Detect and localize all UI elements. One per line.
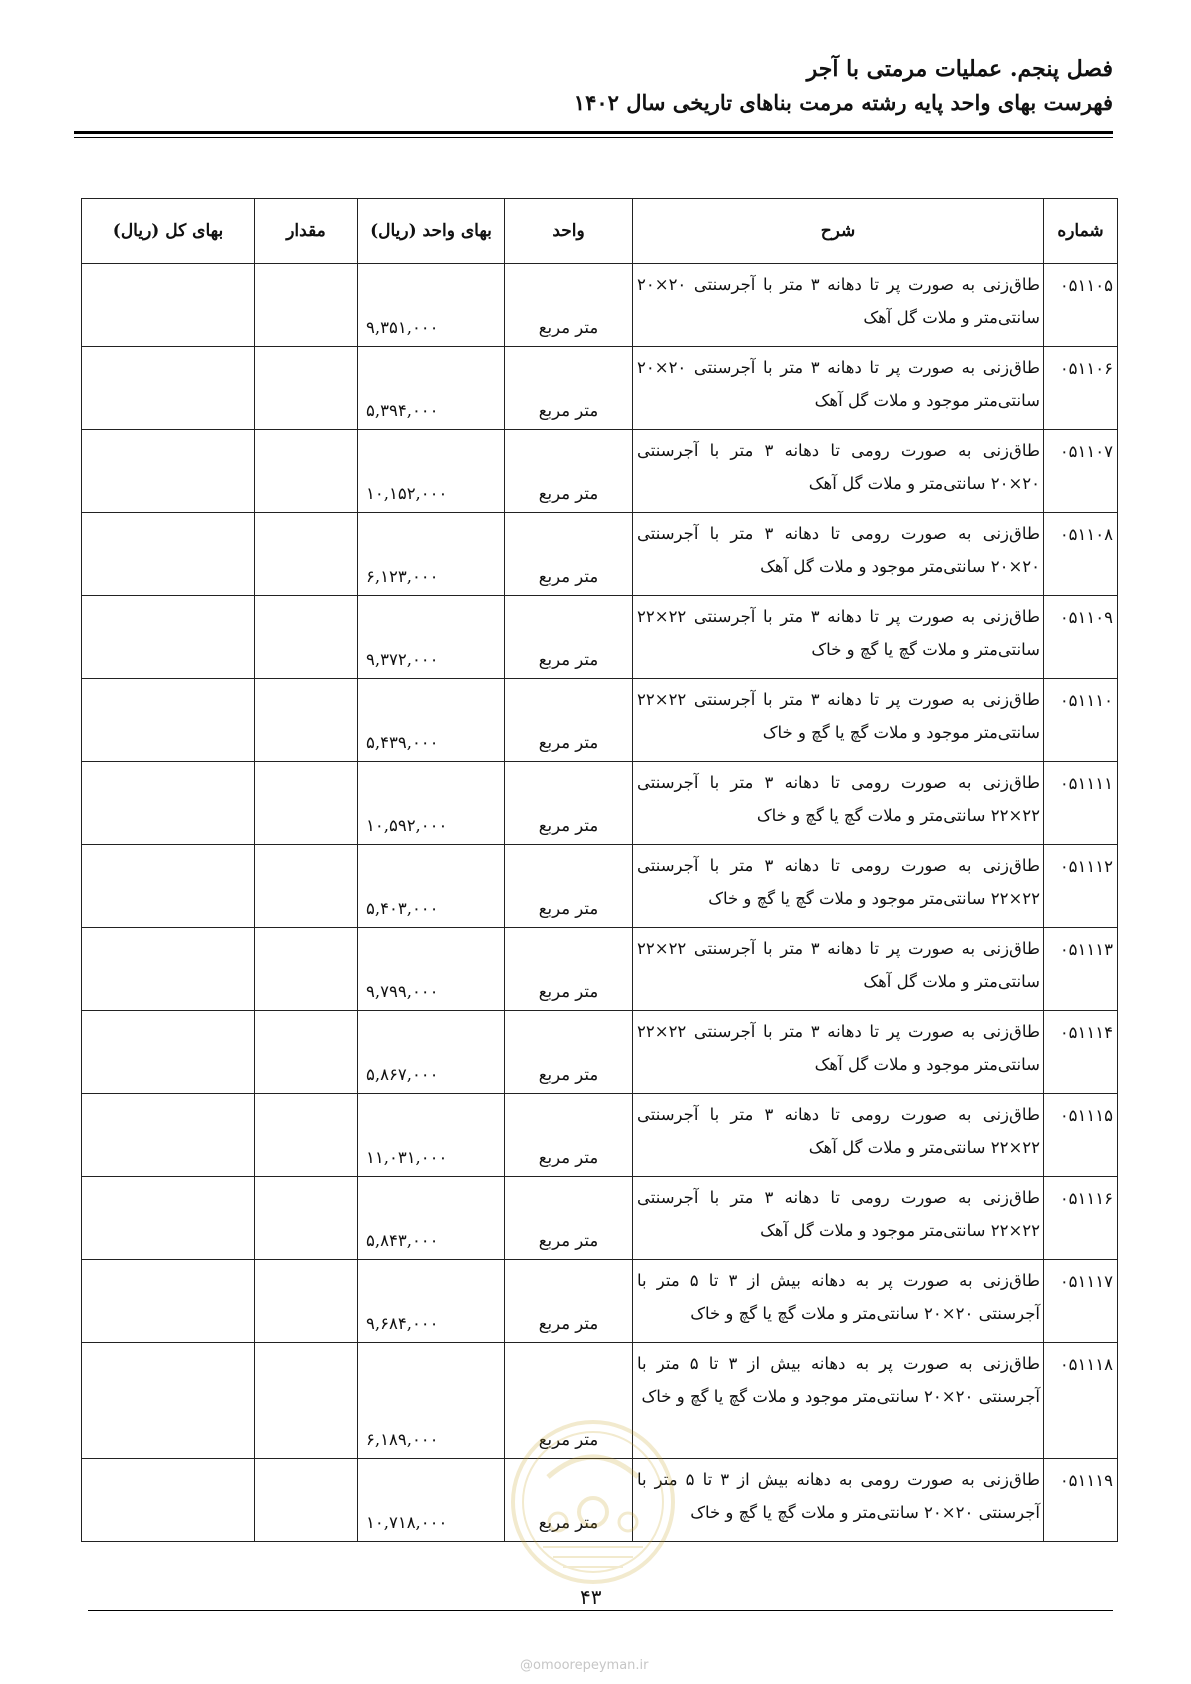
price-table	[81, 198, 1118, 1542]
item-total-price	[82, 1094, 255, 1177]
item-quantity	[255, 1177, 358, 1260]
table-row	[82, 1094, 1118, 1177]
table-row	[82, 1459, 1118, 1542]
item-code: ۰۵۱۱۱۳	[1044, 928, 1118, 1011]
item-quantity	[255, 1459, 358, 1542]
item-quantity	[255, 845, 358, 928]
table-row	[82, 762, 1118, 845]
table-row	[82, 1011, 1118, 1094]
item-quantity	[255, 1260, 358, 1343]
item-unit-price: ۵,۴۰۳,۰۰۰	[358, 845, 505, 928]
item-total-price	[82, 1260, 255, 1343]
header-rule-thick	[74, 131, 1113, 134]
header-description: شرح	[633, 199, 1044, 264]
item-code: ۰۵۱۱۱۶	[1044, 1177, 1118, 1260]
table-row	[82, 928, 1118, 1011]
item-code: ۰۵۱۱۱۷	[1044, 1260, 1118, 1343]
item-code: ۰۵۱۱۱۴	[1044, 1011, 1118, 1094]
item-description: طاق‌زنی به صورت پر تا دهانه ۳ متر با آجرسنتی ۲۰×۲۰ سانتی‌متر و ملات گل آهک	[633, 264, 1044, 347]
item-total-price	[82, 845, 255, 928]
document-subtitle: فهرست بهای واحد پایه رشته مرمت بناهای تاریخی سال ۱۴۰۲	[573, 90, 1113, 115]
item-unit-price: ۵,۸۶۷,۰۰۰	[358, 1011, 505, 1094]
item-quantity	[255, 347, 358, 430]
item-unit-price: ۹,۳۷۲,۰۰۰	[358, 596, 505, 679]
item-code: ۰۵۱۱۰۶	[1044, 347, 1118, 430]
item-unit: متر مربع	[505, 1094, 633, 1177]
item-total-price	[82, 679, 255, 762]
page-header	[78, 52, 1113, 120]
item-total-price	[82, 1459, 255, 1542]
item-description: طاق‌زنی به صورت پر به دهانه بیش از ۳ تا ۵ متر با آجرسنتی ۲۰×۲۰ سانتی‌متر موجود و ملات گچ یا گچ و خاک	[633, 1343, 1044, 1459]
header-rule-thin	[74, 137, 1113, 138]
item-unit-price: ۶,۱۸۹,۰۰۰	[358, 1343, 505, 1459]
item-total-price	[82, 1011, 255, 1094]
item-description: طاق‌زنی به صورت رومی تا دهانه ۳ متر با آجرسنتی ۲۰×۲۰ سانتی‌متر موجود و ملات گل آهک	[633, 513, 1044, 596]
item-unit-price: ۱۱,۰۳۱,۰۰۰	[358, 1094, 505, 1177]
item-unit: متر مربع	[505, 679, 633, 762]
table-row	[82, 845, 1118, 928]
table-row	[82, 1177, 1118, 1260]
item-quantity	[255, 430, 358, 513]
header-total-price: بهای کل (ریال)	[82, 199, 255, 264]
item-quantity	[255, 1343, 358, 1459]
item-total-price	[82, 513, 255, 596]
item-description: طاق‌زنی به صورت رومی تا دهانه ۳ متر با آجرسنتی ۲۲×۲۲ سانتی‌متر موجود و ملات گچ یا گچ و خاک	[633, 845, 1044, 928]
item-description: طاق‌زنی به صورت پر تا دهانه ۳ متر با آجرسنتی ۲۲×۲۲ سانتی‌متر و ملات گل آهک	[633, 928, 1044, 1011]
item-code: ۰۵۱۱۰۵	[1044, 264, 1118, 347]
item-description: طاق‌زنی به صورت رومی به دهانه بیش از ۳ تا ۵ متر با آجرسنتی ۲۰×۲۰ سانتی‌متر و ملات گچ یا گچ و خاک	[633, 1459, 1044, 1542]
item-description: طاق‌زنی به صورت پر تا دهانه ۳ متر با آجرسنتی ۲۲×۲۲ سانتی‌متر موجود و ملات گل آهک	[633, 1011, 1044, 1094]
table-row	[82, 264, 1118, 347]
item-unit: متر مربع	[505, 1011, 633, 1094]
table-body	[82, 264, 1118, 1542]
item-unit: متر مربع	[505, 430, 633, 513]
item-description: طاق‌زنی به صورت پر تا دهانه ۳ متر با آجرسنتی ۲۲×۲۲ سانتی‌متر و ملات گچ یا گچ و خاک	[633, 596, 1044, 679]
item-description: طاق‌زنی به صورت رومی تا دهانه ۳ متر با آجرسنتی ۲۲×۲۲ سانتی‌متر و ملات گل آهک	[633, 1094, 1044, 1177]
header-code: شماره	[1044, 199, 1118, 264]
item-unit: متر مربع	[505, 513, 633, 596]
item-total-price	[82, 1177, 255, 1260]
item-code: ۰۵۱۱۱۱	[1044, 762, 1118, 845]
item-quantity	[255, 762, 358, 845]
item-quantity	[255, 1094, 358, 1177]
item-quantity	[255, 596, 358, 679]
item-unit: متر مربع	[505, 1177, 633, 1260]
item-unit-price: ۹,۶۸۴,۰۰۰	[358, 1260, 505, 1343]
item-unit: متر مربع	[505, 1343, 633, 1459]
item-quantity	[255, 679, 358, 762]
item-unit-price: ۶,۱۲۳,۰۰۰	[358, 513, 505, 596]
chapter-title: فصل پنجم. عملیات مرمتی با آجر	[806, 56, 1113, 82]
item-unit-price: ۵,۴۳۹,۰۰۰	[358, 679, 505, 762]
header-unit-price: بهای واحد (ریال)	[358, 199, 505, 264]
table-row	[82, 596, 1118, 679]
item-quantity	[255, 513, 358, 596]
item-unit-price: ۱۰,۵۹۲,۰۰۰	[358, 762, 505, 845]
table-row	[82, 1343, 1118, 1459]
item-unit-price: ۵,۸۴۳,۰۰۰	[358, 1177, 505, 1260]
item-unit: متر مربع	[505, 845, 633, 928]
item-code: ۰۵۱۱۱۰	[1044, 679, 1118, 762]
item-description: طاق‌زنی به صورت رومی تا دهانه ۳ متر با آجرسنتی ۲۰×۲۰ سانتی‌متر و ملات گل آهک	[633, 430, 1044, 513]
item-unit-price: ۱۰,۷۱۸,۰۰۰	[358, 1459, 505, 1542]
item-unit: متر مربع	[505, 264, 633, 347]
footer-website[interactable]: @omoorepeyman.ir	[520, 1658, 649, 1673]
table-row	[82, 679, 1118, 762]
item-code: ۰۵۱۱۱۲	[1044, 845, 1118, 928]
item-unit: متر مربع	[505, 928, 633, 1011]
item-total-price	[82, 347, 255, 430]
item-unit-price: ۵,۳۹۴,۰۰۰	[358, 347, 505, 430]
item-code: ۰۵۱۱۰۷	[1044, 430, 1118, 513]
item-total-price	[82, 1343, 255, 1459]
item-description: طاق‌زنی به صورت پر تا دهانه ۳ متر با آجرسنتی ۲۲×۲۲ سانتی‌متر موجود و ملات گچ یا گچ و خاک	[633, 679, 1044, 762]
item-description: طاق‌زنی به صورت رومی تا دهانه ۳ متر با آجرسنتی ۲۲×۲۲ سانتی‌متر موجود و ملات گل آهک	[633, 1177, 1044, 1260]
item-code: ۰۵۱۱۱۸	[1044, 1343, 1118, 1459]
item-quantity	[255, 928, 358, 1011]
item-code: ۰۵۱۱۱۵	[1044, 1094, 1118, 1177]
item-description: طاق‌زنی به صورت پر تا دهانه ۳ متر با آجرسنتی ۲۰×۲۰ سانتی‌متر موجود و ملات گل آهک	[633, 347, 1044, 430]
item-unit-price: ۹,۳۵۱,۰۰۰	[358, 264, 505, 347]
item-code: ۰۵۱۱۰۸	[1044, 513, 1118, 596]
item-unit: متر مربع	[505, 347, 633, 430]
item-total-price	[82, 762, 255, 845]
item-total-price	[82, 596, 255, 679]
item-unit: متر مربع	[505, 762, 633, 845]
item-unit: متر مربع	[505, 1459, 633, 1542]
item-unit-price: ۱۰,۱۵۲,۰۰۰	[358, 430, 505, 513]
item-code: ۰۵۱۱۰۹	[1044, 596, 1118, 679]
item-total-price	[82, 264, 255, 347]
item-unit-price: ۹,۷۹۹,۰۰۰	[358, 928, 505, 1011]
table-row	[82, 513, 1118, 596]
table-row	[82, 347, 1118, 430]
item-total-price	[82, 928, 255, 1011]
table-row	[82, 430, 1118, 513]
item-description: طاق‌زنی به صورت رومی تا دهانه ۳ متر با آجرسنتی ۲۲×۲۲ سانتی‌متر و ملات گچ یا گچ و خاک	[633, 762, 1044, 845]
page-number: ۴۳	[580, 1585, 602, 1609]
table-row	[82, 1260, 1118, 1343]
item-unit: متر مربع	[505, 596, 633, 679]
item-description: طاق‌زنی به صورت پر به دهانه بیش از ۳ تا ۵ متر با آجرسنتی ۲۰×۲۰ سانتی‌متر و ملات گچ یا گچ و خاک	[633, 1260, 1044, 1343]
item-total-price	[82, 430, 255, 513]
table-header-row	[82, 199, 1118, 264]
item-quantity	[255, 1011, 358, 1094]
header-quantity: مقدار	[255, 199, 358, 264]
item-quantity	[255, 264, 358, 347]
item-unit: متر مربع	[505, 1260, 633, 1343]
footer-rule	[88, 1610, 1113, 1611]
header-unit: واحد	[505, 199, 633, 264]
item-code: ۰۵۱۱۱۹	[1044, 1459, 1118, 1542]
